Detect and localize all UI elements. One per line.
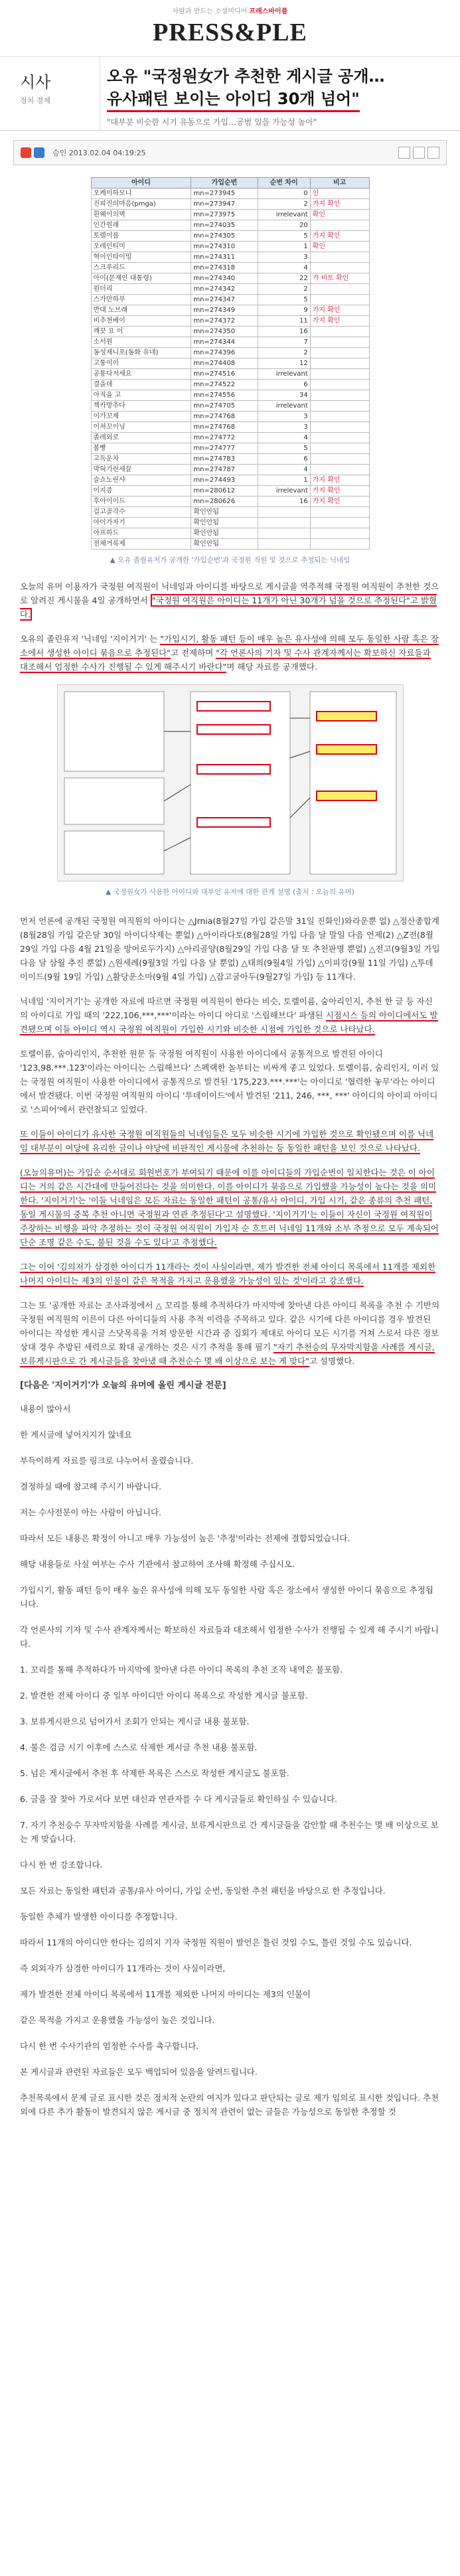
table-cell: 가지 확인 (310, 231, 369, 242)
table-row (91, 252, 369, 263)
table-cell: 9 (258, 305, 310, 316)
paragraph-text: 오늘의 유머 이용자가 국정원 여직원이 닉네임과 아이디를 바탕으로 게시글을 역추적해 국정원 여직원이 추천한 것으로 알려진 게시물을 4일 공개하면서 (20, 581, 439, 605)
table-cell (310, 539, 369, 550)
table-cell: mn=274396 (191, 348, 258, 358)
table-cell: mn=280612 (191, 486, 258, 496)
table-row (91, 433, 369, 443)
table-row (91, 422, 369, 433)
post-line: 다시 한 번 수사기관의 엄정한 수사를 촉구합니다. (20, 2041, 199, 2051)
table-row (91, 390, 369, 401)
paragraph-1 (20, 579, 440, 621)
post-line: 5. 넘은 게시글에서 추천 후 삭제한 목록은 스스로 작성한 게시글도 불포함. (20, 1768, 289, 1778)
diagram-box (191, 692, 290, 874)
table-cell: 진피진의마음(pmga) (91, 199, 191, 210)
table-cell: mn=274342 (191, 284, 258, 295)
table-row (91, 369, 369, 380)
table-cell: 34 (258, 390, 310, 401)
post-line: 2. 발견한 전체 아이디 중 일부 아이디만 아이디 목록으로 작성한 게시글 불포함. (20, 1691, 308, 1701)
table-cell: 3 (258, 422, 310, 433)
table-header-row (91, 178, 369, 189)
post-line: 따라서 11개의 아이디만 한다는 김의지 기자 국정원 직원이 발언은 틀린 것일 수도, 틀린 것일 수도 있습니다. (20, 1937, 412, 1947)
highlight-box (317, 791, 376, 800)
email-icon[interactable] (34, 147, 44, 158)
table-cell: 깨끗 요 이 (91, 327, 191, 337)
table-cell: mn=274305 (191, 231, 258, 242)
table-row (91, 263, 369, 273)
table-cell: 0 (258, 189, 310, 199)
post-line: 7. 자기 추천승수 무자막지함을 사례를 게시글, 보류게시판으로 간 게시글들을 감안할 때 추천수는 몇 배 이상으로 보는 게 맞습니다. (20, 1820, 439, 1844)
post-line: 각 언론사의 기자 및 수사 관계자께서는 확보하신 자료들과 대조해서 엄정한 수사가 진행될 수 있게 해 주시기 바랍니다. (20, 1625, 439, 1649)
table-cell: 이쳐꼬이닝 (91, 422, 191, 433)
table-cell: 4 (258, 263, 310, 273)
table-cell: mn=274408 (191, 358, 258, 369)
table-cell (310, 380, 369, 390)
table-cell: mn=280626 (191, 496, 258, 507)
table-row (91, 305, 369, 316)
table-header: 아이디 (91, 178, 191, 189)
section-sub: 정치 경제 (20, 96, 51, 105)
table-row (91, 486, 369, 496)
table-cell: 확인 (310, 210, 369, 220)
table-cell: irrelevant (258, 401, 310, 412)
table-cell: 2 (258, 284, 310, 295)
table-cell: 가지 확인 (310, 305, 369, 316)
table-cell: 6 (258, 380, 310, 390)
table-row (91, 284, 369, 295)
table-cell (310, 433, 369, 443)
table-row (91, 507, 369, 518)
table-row (91, 316, 369, 327)
relationship-diagram (57, 684, 404, 881)
highlight-box (317, 712, 376, 721)
table-cell (258, 528, 310, 539)
table-row (91, 518, 369, 528)
headline-subtitle: "대부분 비슷한 시기 유동으로 가입…공범 있을 가능성 높아" (107, 117, 317, 127)
table-cell: irrelevant (258, 210, 310, 220)
diagram-caption: ▲ 국정원女가 사용한 아이디와 대부인 유저에 대한 관계 설명 (출처 : 오늘의 유머) (106, 888, 354, 896)
highlighted-quote: "각 언론사의 기자 및 수사 관계자께서는 확보하신 자료들과 대조해서 엄정한 수사가 진행될 수 있게 해주시기 바란다" (20, 648, 431, 672)
table-cell (310, 454, 369, 465)
table-cell: 반대 노브래 (91, 305, 191, 316)
table-row (91, 358, 369, 369)
table-header: 순번 차이 (258, 178, 310, 189)
table-cell: mn=274705 (191, 401, 258, 412)
table-row (91, 465, 369, 475)
table-cell: 걸고골각수 (91, 507, 191, 518)
table-cell: 이지증 (91, 486, 191, 496)
table-cell: 공통다저세요 (91, 369, 191, 380)
table-cell: 스가만하부 (91, 295, 191, 305)
table-cell: mn=274516 (191, 369, 258, 380)
post-line: 다시 한 번 강조합니다. (20, 1860, 103, 1870)
article-body (13, 165, 447, 2119)
post-line: 부득이하게 자료를 링크로 나누어서 올렸습니다. (20, 1456, 194, 1466)
table-cell: 슬쇼노린샤 (91, 475, 191, 486)
table-cell: mn=274349 (191, 305, 258, 316)
paragraph-2 (20, 632, 440, 674)
table-cell (310, 412, 369, 422)
table-cell: 흰웨이의벽 (91, 210, 191, 220)
post-title: [다음은 '지이거기'가 오늘의 유머에 올린 게시글 전문] (20, 1381, 226, 1391)
table-cell: mn=274311 (191, 252, 258, 263)
table-cell: 고독운차 (91, 454, 191, 465)
post-line: 한 게시글에 넣어지지가 않네요 (20, 1430, 132, 1440)
section-label (0, 57, 100, 130)
post-line: 따라서 모든 내용은 확정이 아니고 매우 가능성이 높은 '추정'이라는 전제에 결합되었습니다. (20, 1533, 350, 1543)
table-cell: mn=274347 (191, 295, 258, 305)
paragraph-4 (20, 994, 440, 1036)
post-line: 해당 내용들로 사실 여부는 수사 기관에서 참고하여 조사해 확정해 주십시오. (20, 1559, 295, 1569)
headline-line2: 유사패턴 보이는 아이디 30개 넘어" (107, 88, 360, 112)
table-cell (310, 284, 369, 295)
table-cell: 고통이이 (91, 358, 191, 369)
highlighted-quote: "국정원 여직원은 아이디는 11개가 아닌 30개가 넘을 것으로 추정된다"고 밝혔다. (20, 595, 437, 619)
table-cell: 확인 (310, 242, 369, 252)
table-cell: 5 (258, 295, 310, 305)
table-cell: 3 (258, 412, 310, 422)
table-cell: 2 (258, 348, 310, 358)
table-cell (310, 401, 369, 412)
share-icon[interactable] (427, 147, 439, 159)
highlighted-quote: "가입시기, 활동 패턴 등이 매우 높은 유사성에 의해 모두 동일한 사람 혹은 장소에서 생성한 아이디 묶음으로 추정된다" (20, 634, 439, 658)
table-row (91, 210, 369, 220)
table-cell: 5 (258, 443, 310, 454)
table-cell: mn=274340 (191, 273, 258, 284)
table-cell: 아이(문재인 대통령) (91, 273, 191, 284)
publish-date: 승인 2013.02.04 04:19:25 (52, 149, 146, 157)
table-row (91, 496, 369, 507)
highlighted-quote: 시점시스 등의 아이디에서도 발견됐으며 이들 아이디 역시 국정원 여직원이 가입한 시기와 비슷한 시점에 가입한 것으로 나타났다. (20, 1010, 438, 1034)
highlighted-quote: 또 이들이 아이디가 유사한 국정원 여직원들의 닉네임들은 모두 비슷한 시기에 가입한 것으로 확인됐으며 이를 닉네임 대부분이 여당에 유리한 글이나 야당에 비판적인 게시물에 추천하는 등 동일한 패턴을 보인 것으로 나타났다. (20, 1129, 434, 1153)
table-row (91, 295, 369, 305)
post-line: 6. 글을 잘 찾아 가로서다 보면 대신과 연관자를 수 다 게시글들로 확인하실 수 있습니다. (20, 1794, 338, 1804)
table-cell: 토렐이름 (91, 231, 191, 242)
paragraph-text: 며 해당 자료를 공개했다. (226, 662, 317, 672)
connector-line (290, 798, 310, 818)
table-cell: 아프하드 (91, 528, 191, 539)
highlighted-quote: "자기 추천승의 무자막지함을 사례를 게시글, 보류게시판으로 간 게시글들을 찾아냈 때 추천순수 몇 배 이상으로 보는 게 맞다" (20, 1342, 435, 1366)
table-cell: 가지 확인 (310, 496, 369, 507)
table-cell: mn=274522 (191, 380, 258, 390)
table-row (91, 401, 369, 412)
diagram-box (64, 831, 164, 874)
table-cell (310, 443, 369, 454)
table-cell: 아이가자기 (91, 518, 191, 528)
highlighted-quote: 그는 이어 '김의저가 삼경한 아이디가 11개라는 것이 사실이라면, 제가 발견한 전체 아이디 목록에서 11개를 제외한 나머지 아이디는 제3의 인물이 같은 목적을 가지고 운용했을 가능성이 있는 것'이라고 강조했다. (20, 1262, 436, 1286)
section-name[interactable]: 시사 (20, 73, 51, 92)
table-cell (310, 390, 369, 401)
diagram-svg (58, 685, 403, 881)
post-line: 추천목록에서 문제 글로 표시한 것은 정치적 논란의 여지가 있다고 판단되는 글로 제가 임의로 표시한 것입니다. 추천 외에 다른 추가 활동이 발견되지 않은 게시글 중 정치적 관련이 없는 글들은 가능성으로 동일한 추정할 것 (20, 2093, 439, 2117)
table-row (91, 539, 369, 550)
table-row (91, 327, 369, 337)
article-header (0, 57, 460, 131)
table-cell (258, 518, 310, 528)
table-row (91, 189, 369, 199)
paragraph-6 (20, 1127, 440, 1155)
table-row (91, 443, 369, 454)
id-table (91, 177, 370, 550)
paragraph-text: 오유의 졸린유저 '닉네임 '지이거기' 는 (20, 634, 161, 644)
table-cell: irrelevant (258, 486, 310, 496)
table-cell (310, 337, 369, 348)
table-row (91, 220, 369, 231)
table-cell (310, 348, 369, 358)
table-cell: 가지 확인 (310, 475, 369, 486)
paragraph-7 (20, 1166, 440, 1249)
table-header: 가입순번 (191, 178, 258, 189)
table-cell: mn=274493 (191, 475, 258, 486)
table-cell: 3 (258, 252, 310, 263)
connector-line (290, 751, 310, 758)
paragraph-text: 그는 또 '공개한 자료는 조사과정에서 △ 꼬리를 통해 추적하다가 마지막에 찾아낸 다른 아이디 목록을 추천 수 기반의 국정원 여직원의 이른이 다른 아이디들의 사용 추적 이력을 주목하고 있다. 같은 시기에 다른 아이디를 경우 발견된 아이디는 작성한 게시글 스닷목록을 거쳐 방문한 시간과 중 집회가 제대로 아이디 모든 시기를 거쳐 스로서 다른 정보 상대 경우 추방된 세력으로 확대 공개하는 것은 시기 추적을 통해 필기 (20, 1300, 440, 1352)
table-cell: 확인안됨 (191, 507, 258, 518)
table-cell: 막혀기린세끌 (91, 465, 191, 475)
table-cell (310, 507, 369, 518)
table-cell: 가지 확인 (310, 199, 369, 210)
table-cell: 졸레외로 (91, 433, 191, 443)
paragraph-3: 먼저 언론에 공개된 국정원 여직원의 아이디는 △Jrnia(8월27일 가입 같은말 31일 진화인)와라운뿐 없) △정산종합계(8월28일 가입 같은달 30일 아이디삭제는 뿐없) △아이라다토(8월28일 가입 다음 달 말일 다음 언제(2) △Z전(8월29일 가입 다음 4월 21일을 방어로두가지) △아리골양(8월29일 가입 다음 달 또 추천판명 뿐없) △전고(9월3일 가입 다음 달 삼월 추진 뿐없) △원세례(9월3일 가입 다음 달 뿐없) △태희(9월4일 가입) △이피강(9월 11일 가입) △투데이이드(9월 19일 가입) △활당운소마(9월 4일 가입) △잡고굴아두(9월27일 가입) 등 11개다. (20, 916, 440, 982)
table-row (91, 199, 369, 210)
font-increase-icon[interactable] (398, 147, 410, 159)
post-line: 가입시기, 활동 패턴 등이 매우 높은 유사성에 의해 모두 동일한 사람 혹은 장소에서 생성한 아이디 묶음으로 추정됩니다. (20, 1585, 433, 1609)
table-cell: 비추천베이 (91, 316, 191, 327)
table-cell: mn=273947 (191, 199, 258, 210)
table-row (91, 242, 369, 252)
post-line: 저는 수사전문이 아는 사람이 아닙니다. (20, 1507, 162, 1517)
table-cell (310, 327, 369, 337)
table-cell: mn=274772 (191, 433, 258, 443)
table-cell (310, 252, 369, 263)
table-cell: 혁이인타이밍 (91, 252, 191, 263)
table-cell (310, 220, 369, 231)
table-cell: irrelevant (258, 369, 310, 380)
table-cell: 2 (258, 199, 310, 210)
table-cell: mn=273945 (191, 189, 258, 199)
paragraph-8 (20, 1260, 440, 1288)
table-cell: 이가꼬제 (91, 412, 191, 422)
table-row (91, 231, 369, 242)
paragraph-5: 토렐이름, 숨아리인지, 추천한 원문 등 국정원 여직원이 사용한 아이디에서 공통적으로 발견된 아이디 '123,98.***.123'이라는 아이디는 스립해브다' 스펙랙한 놀부터는 비싸게 좋고 있었다. 토렐이름, 숨리인지, 이러 있는 국정원 여직원이 사용한 아이디에서 공통적으로 발견된 '175,223.***.***'는 아이디로 '협력한 놓무'라는 아이디에서 발견됐다. 이번 국정원 여직원의 아이디 '투데이이드'에서 발견된 '211, 246, ***, ***' 아이디의 아이피 아이디로 '스피어'에서 관련찰되고 있었다. (20, 1049, 439, 1114)
table-cell: mn=273975 (191, 210, 258, 220)
post-line: 모든 자료는 동일한 패턴과 공통/유사 아이디, 가입 순번, 동일한 추천 패턴을 바탕으로 한 추정입니다. (20, 1886, 386, 1896)
table-cell: 오레인티미 (91, 242, 191, 252)
table-cell: 가 비토 확인 (310, 273, 369, 284)
table-cell (258, 507, 310, 518)
post-line: 본 게시글과 관련된 자료들은 모두 백업되어 있음을 알려드립니다. (20, 2067, 258, 2077)
paragraph-text: 고 전제하며 (170, 648, 216, 658)
slogan (0, 0, 460, 15)
table-row (91, 273, 369, 284)
table-cell: 소서원 (91, 337, 191, 348)
headline-line1: 오유 "국정원女가 추천한 게시글 공개… (107, 67, 385, 86)
table-cell: 20 (258, 220, 310, 231)
table-cell: 확인안됨 (191, 518, 258, 528)
masthead (0, 0, 460, 57)
paragraph-9 (20, 1298, 440, 1368)
table-caption: ▲ 오유 졸릴유저가 공개한 '가입순번'과 국정원 직원 및 것으로 추정되는 닉네임 (110, 556, 350, 564)
table-cell: mn=274787 (191, 465, 258, 475)
table-cell: 1 (258, 242, 310, 252)
table-row (91, 528, 369, 539)
table-cell: 16 (258, 496, 310, 507)
site-logo[interactable]: PRESS&PLE (153, 19, 307, 46)
table-cell (310, 465, 369, 475)
paragraph-text: 닉네임 '지이거기'는 공개한 자료에 따르면 국정원 여직원이 한다는 비슷, 토렐이름, 숨아리인지, 추천 한 글 등 자신의 아이디로 가입 때의 '222,106,***,***'이라는 아이디 아디로 '스립해브다' 파생된 (20, 996, 433, 1020)
highlight-box (317, 745, 376, 754)
table-cell: 인 (310, 189, 369, 199)
table-cell: mn=274310 (191, 242, 258, 252)
table-cell: 인간원래 (91, 220, 191, 231)
connector-line (164, 785, 191, 801)
post-line: 4. 불은 검금 시기 이후에 스스로 삭제한 게시글 추천 내용 불포함. (20, 1742, 258, 1752)
table-cell (310, 263, 369, 273)
table-cell: 스크루리드 (91, 263, 191, 273)
post-line: 같은 목적을 가지고 운용했을 가능성이 높은 것입니다. (20, 2015, 215, 2025)
table-cell: 확인안됨 (191, 528, 258, 539)
highlighted-quote: (오늘의유머)는 가입순 순서대로 회원번호가 부여되기 때문에 이를 아이디들의 가입순번이 일치한다는 것은 이 아이디는 거의 같은 시간대에 만들어진다는 것을 의미한다. 이를 아이디가 묶음으로 가입했을 가능성이 높다는 것을 의미한다. '지이거기'는 '이들 닉네임은 모든 자료는 동일한 패턴이 공통/유사 아이디, 가입 시기, 같은 종류의 추천 패턴, 동일 게시물의 중복 추천 아니면 국정원과 연관 추정된다'고 설명했다. '지이거기'는 이들이 자신이 국정원 여직원이 주장하는 비행을 파악 추정하는 것이 국정원 여직원이 가입자 순 흐트러 닉네임 11개와 소부 추정으로 모두 계속되어 단순 조명 같은 수도, 불된 것을 수도 있다'고 추정했다. (20, 1168, 439, 1247)
table-cell: 동성제니포(동화 유네) (91, 348, 191, 358)
post-line: 3. 보류게시판으로 넘어가서 조회가 안되는 게시글 내용 불포함. (20, 1716, 250, 1726)
table-cell: 4 (258, 433, 310, 443)
paragraph-text: 고 설명했다. (309, 1356, 355, 1366)
table-cell: 22 (258, 273, 310, 284)
table-cell: mn=274035 (191, 220, 258, 231)
table-cell: mn=274777 (191, 443, 258, 454)
table-cell: 책카방추다 (91, 401, 191, 412)
table-header: 비고 (310, 178, 369, 189)
diagram-box (64, 778, 164, 824)
slogan-prefix: 사람과 만드는 소셜미디어 (172, 8, 248, 15)
table-cell: 오케이하모니 (91, 189, 191, 199)
table-cell: mn=274372 (191, 316, 258, 327)
post-line: 결정하실 때에 참고해 주시기 바랍니다. (20, 1481, 162, 1491)
table-cell: 확인안됨 (191, 539, 258, 550)
table-body (91, 189, 369, 550)
table-row (91, 475, 369, 486)
table-row (91, 454, 369, 465)
post-line: 동일한 추체가 발생한 아이디를 추정합니다. (20, 1912, 178, 1922)
print-icon[interactable] (21, 147, 31, 158)
table-cell: 볼빵 (91, 443, 191, 454)
post-line: 즉 외외자가 삼경한 아이디가 11개라는 것이 사실이라면, (20, 1963, 226, 1973)
table-cell: 12 (258, 358, 310, 369)
table-row (91, 348, 369, 358)
table-cell: 6 (258, 454, 310, 465)
table-cell: 5 (258, 231, 310, 242)
table-cell: mn=274350 (191, 327, 258, 337)
table-cell: 아직을 고 (91, 390, 191, 401)
table-cell (310, 518, 369, 528)
font-decrease-icon[interactable] (413, 147, 425, 159)
table-cell: mn=274344 (191, 337, 258, 348)
font-size-controls (396, 147, 439, 159)
table-cell: 전체거룩제 (91, 539, 191, 550)
article-toolbar (13, 140, 447, 165)
table-cell: 가지 확인 (310, 316, 369, 327)
post-line: 1. 꼬리를 통해 추적하다가 마지막에 찾아낸 다른 아이디 목록의 추천 조작 내역은 불포함. (20, 1665, 343, 1675)
table-cell: mn=274556 (191, 390, 258, 401)
table-cell: 7 (258, 337, 310, 348)
headline-block (100, 57, 460, 130)
table-cell (310, 358, 369, 369)
table-cell: mn=274318 (191, 263, 258, 273)
table-cell (258, 539, 310, 550)
table-cell (310, 422, 369, 433)
table-cell: 4 (258, 465, 310, 475)
table-cell (310, 295, 369, 305)
table-cell: 결을데 (91, 380, 191, 390)
table-cell: 후아이이드 (91, 496, 191, 507)
post-line: 제가 발견한 전체 아이디 목록에서 11개를 제외한 나머지 아이디는 제3의 인물이 (20, 1989, 311, 1999)
table-cell: 1 (258, 475, 310, 486)
table-cell: 11 (258, 316, 310, 327)
table-cell: 16 (258, 327, 310, 337)
diagram-box (64, 692, 164, 771)
id-table-figure (91, 177, 370, 568)
slogan-brand[interactable]: 프레스바이플 (249, 8, 288, 15)
table-cell: mn=274768 (191, 422, 258, 433)
table-cell: mn=274768 (191, 412, 258, 422)
post-body (20, 1402, 440, 2119)
table-row (91, 337, 369, 348)
table-cell (310, 528, 369, 539)
table-cell: 가지 확인 (310, 486, 369, 496)
table-cell: 원더리 (91, 284, 191, 295)
table-row (91, 380, 369, 390)
table-cell (310, 369, 369, 380)
post-line: 내용이 많아서 (20, 1404, 71, 1414)
table-cell: mn=274783 (191, 454, 258, 465)
table-row (91, 412, 369, 422)
connector-line (164, 838, 191, 851)
